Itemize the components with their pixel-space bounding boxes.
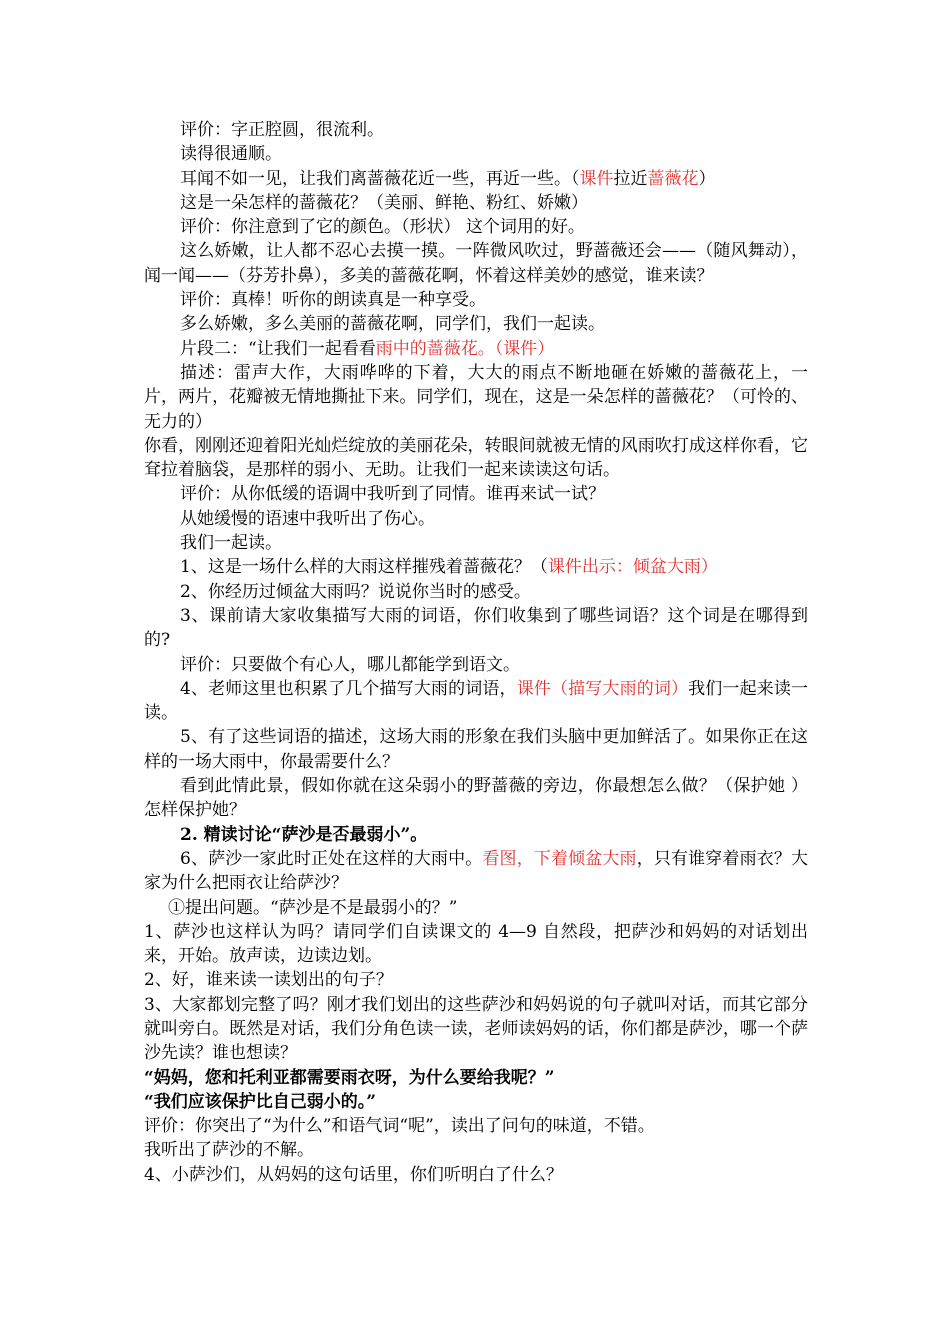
paragraph-p22 [144,823,808,847]
text-segment: 片段二：“让我们一起看看 [180,338,376,359]
text-segment: 评价：你突出了“为什么”和语气词“呢”，读出了问句的味道，不错。 [144,1116,655,1137]
paragraph-p31 [144,1138,808,1162]
text-segment: 3、课前请大家收集描写大雨的词语，你们收集到了哪些词语？这个词是在哪得到的? [144,605,808,651]
text-segment: 评价：你注意到了它的颜色。（形状） 这个词用的好。 [180,217,585,238]
text-segment: 4、小萨沙们，从妈妈的这句话里，你们听明白了什么？ [144,1164,563,1185]
text-segment: ①提出问题。“萨沙是不是最弱小的？” [168,897,458,918]
paragraph-p5 [144,215,808,239]
text-segment: 我们一起读。 [180,533,282,554]
paragraph-p13 [144,507,808,531]
text-segment: 2、好，谁来读一读划出的句子？ [144,970,393,991]
paragraph-p6 [144,239,808,288]
text-segment: 看图，下着倾盆大雨 [482,848,637,869]
text-segment: 我们一起来读一读。 [144,678,809,724]
text-segment: 评价：从你低缓的语调中我听到了同情。谁再来试一试？ [180,484,605,505]
text-segment: 1、这是一场什么样的大雨这样摧残着蔷薇花？（ [180,557,548,578]
text-segment: “妈妈，您和托利亚都需要雨衣呀，为什么要给我呢？” [144,1067,555,1088]
text-segment: 2、你经历过倾盆大雨吗？说说你当时的感受。 [180,581,531,602]
paragraph-p20 [144,725,808,774]
text-segment: 4、老师这里也积累了几个描写大雨的词语， [180,678,517,699]
paragraph-p1 [144,118,808,142]
text-segment: 蔷薇花 [647,168,699,189]
text-segment: ，只有谁穿着雨衣？大家为什么把雨衣让给萨沙？ [144,848,808,894]
text-segment: 这是一朵怎样的蔷薇花？（美丽、鲜艳、粉红、娇嫩） [180,192,588,213]
paragraph-p10 [144,361,808,434]
paragraph-p27 [144,993,808,1066]
text-segment: 评价：真棒！听你的朗读真是一种享受。 [180,290,486,311]
paragraph-p15 [144,555,808,579]
paragraph-p4 [144,191,808,215]
text-segment: 5、有了这些词语的描述，这场大雨的形象在我们头脑中更加鲜活了。如果你正在这样的一场大雨中，你最需要什么？ [144,727,808,772]
text-segment: 评价：只要做个有心人，哪儿都能学到语文。 [180,654,520,675]
paragraph-p23 [144,847,808,896]
text-segment: 你看，刚刚还迎着阳光灿烂绽放的美丽花朵，转眼间就被无情的风雨吹打成这样你看，它耷拉着脑袋，是那样的弱小、无助。让我们一起来读读这句话。 [144,435,808,481]
text-segment: 课件（描写大雨的词） [516,678,689,699]
paragraph-p11 [144,434,808,483]
paragraph-p3 [144,167,808,191]
paragraph-p17 [144,604,808,653]
paragraph-p24 [144,896,808,920]
text-segment: 3、大家都划完整了吗？刚才我们划出的这些萨沙和妈妈说的句子就叫对话，而其它部分就叫旁白。既然是对话，我们分角色读一读，老师读妈妈的话，你们都是萨沙，哪一个萨沙先读？谁也想读？ [144,994,808,1064]
paragraph-p19 [144,677,808,726]
text-segment: 课件 [579,168,614,189]
paragraph-p30 [144,1114,808,1138]
paragraph-p2 [144,142,808,166]
text-segment: 课件出示：倾盆大雨） [547,557,718,578]
text-segment: 描述：雷声大作，大雨哗哗的下着，大大的雨点不断地砸在娇嫩的蔷薇花上，一片，两片，花瓣被无情地撕扯下来。同学们，现在，这是一朵怎样的蔷薇花？（可怜的、无力的） [144,362,808,432]
text-segment: 雨中的蔷薇花。（课件） [375,338,555,359]
paragraph-p28 [144,1066,808,1090]
text-segment: 读得很通顺。 [180,144,282,165]
text-segment: ） [698,168,716,189]
paragraph-p21 [144,774,808,823]
paragraph-p14 [144,531,808,555]
text-segment: 我听出了萨沙的不解。 [144,1140,314,1161]
document-body [144,118,808,1187]
text-segment: 多么娇嫩，多么美丽的蔷薇花啊，同学们，我们一起读。 [180,314,605,335]
paragraph-p8 [144,312,808,336]
paragraph-p7 [144,288,808,312]
paragraph-p32 [144,1163,808,1187]
paragraph-p25 [144,920,808,969]
text-segment: 2. 精读讨论“萨沙是否最弱小”。 [180,824,428,845]
text-segment: 这么娇嫩，让人都不忍心去摸一摸。一阵微风吹过，野蔷薇还会——（随风舞动），闻一闻——（芬芳扑鼻），多美的蔷薇花啊，怀着这样美妙的感觉，谁来读？ [144,241,808,286]
paragraph-p18 [144,653,808,677]
text-segment: 从她缓慢的语速中我听出了伤心。 [180,508,435,529]
text-segment: 看到此情此景，假如你就在这朵弱小的野蔷薇的旁边，你最想怎么做？（保护她 ） 怎样保护她？ [144,776,808,821]
text-segment: 拉近 [613,168,648,189]
paragraph-p16 [144,580,808,604]
text-segment: 评价：字正腔圆，很流利。 [180,120,384,140]
text-segment: 1、萨沙也这样认为吗？请同学们自读课文的 4—9 自然段，把萨沙和妈妈的对话划出来，开始。放声读，边读边划。 [144,921,808,967]
paragraph-p29 [144,1090,808,1114]
text-segment: “我们应该保护比自己弱小的。” [144,1091,377,1112]
paragraph-p26 [144,968,808,992]
paragraph-p9 [144,337,808,361]
paragraph-p12 [144,482,808,506]
text-segment: 6、萨沙一家此时正处在这样的大雨中。 [180,848,483,869]
text-segment: 耳闻不如一见，让我们离蔷薇花近一些，再近一些。（ [180,168,580,189]
